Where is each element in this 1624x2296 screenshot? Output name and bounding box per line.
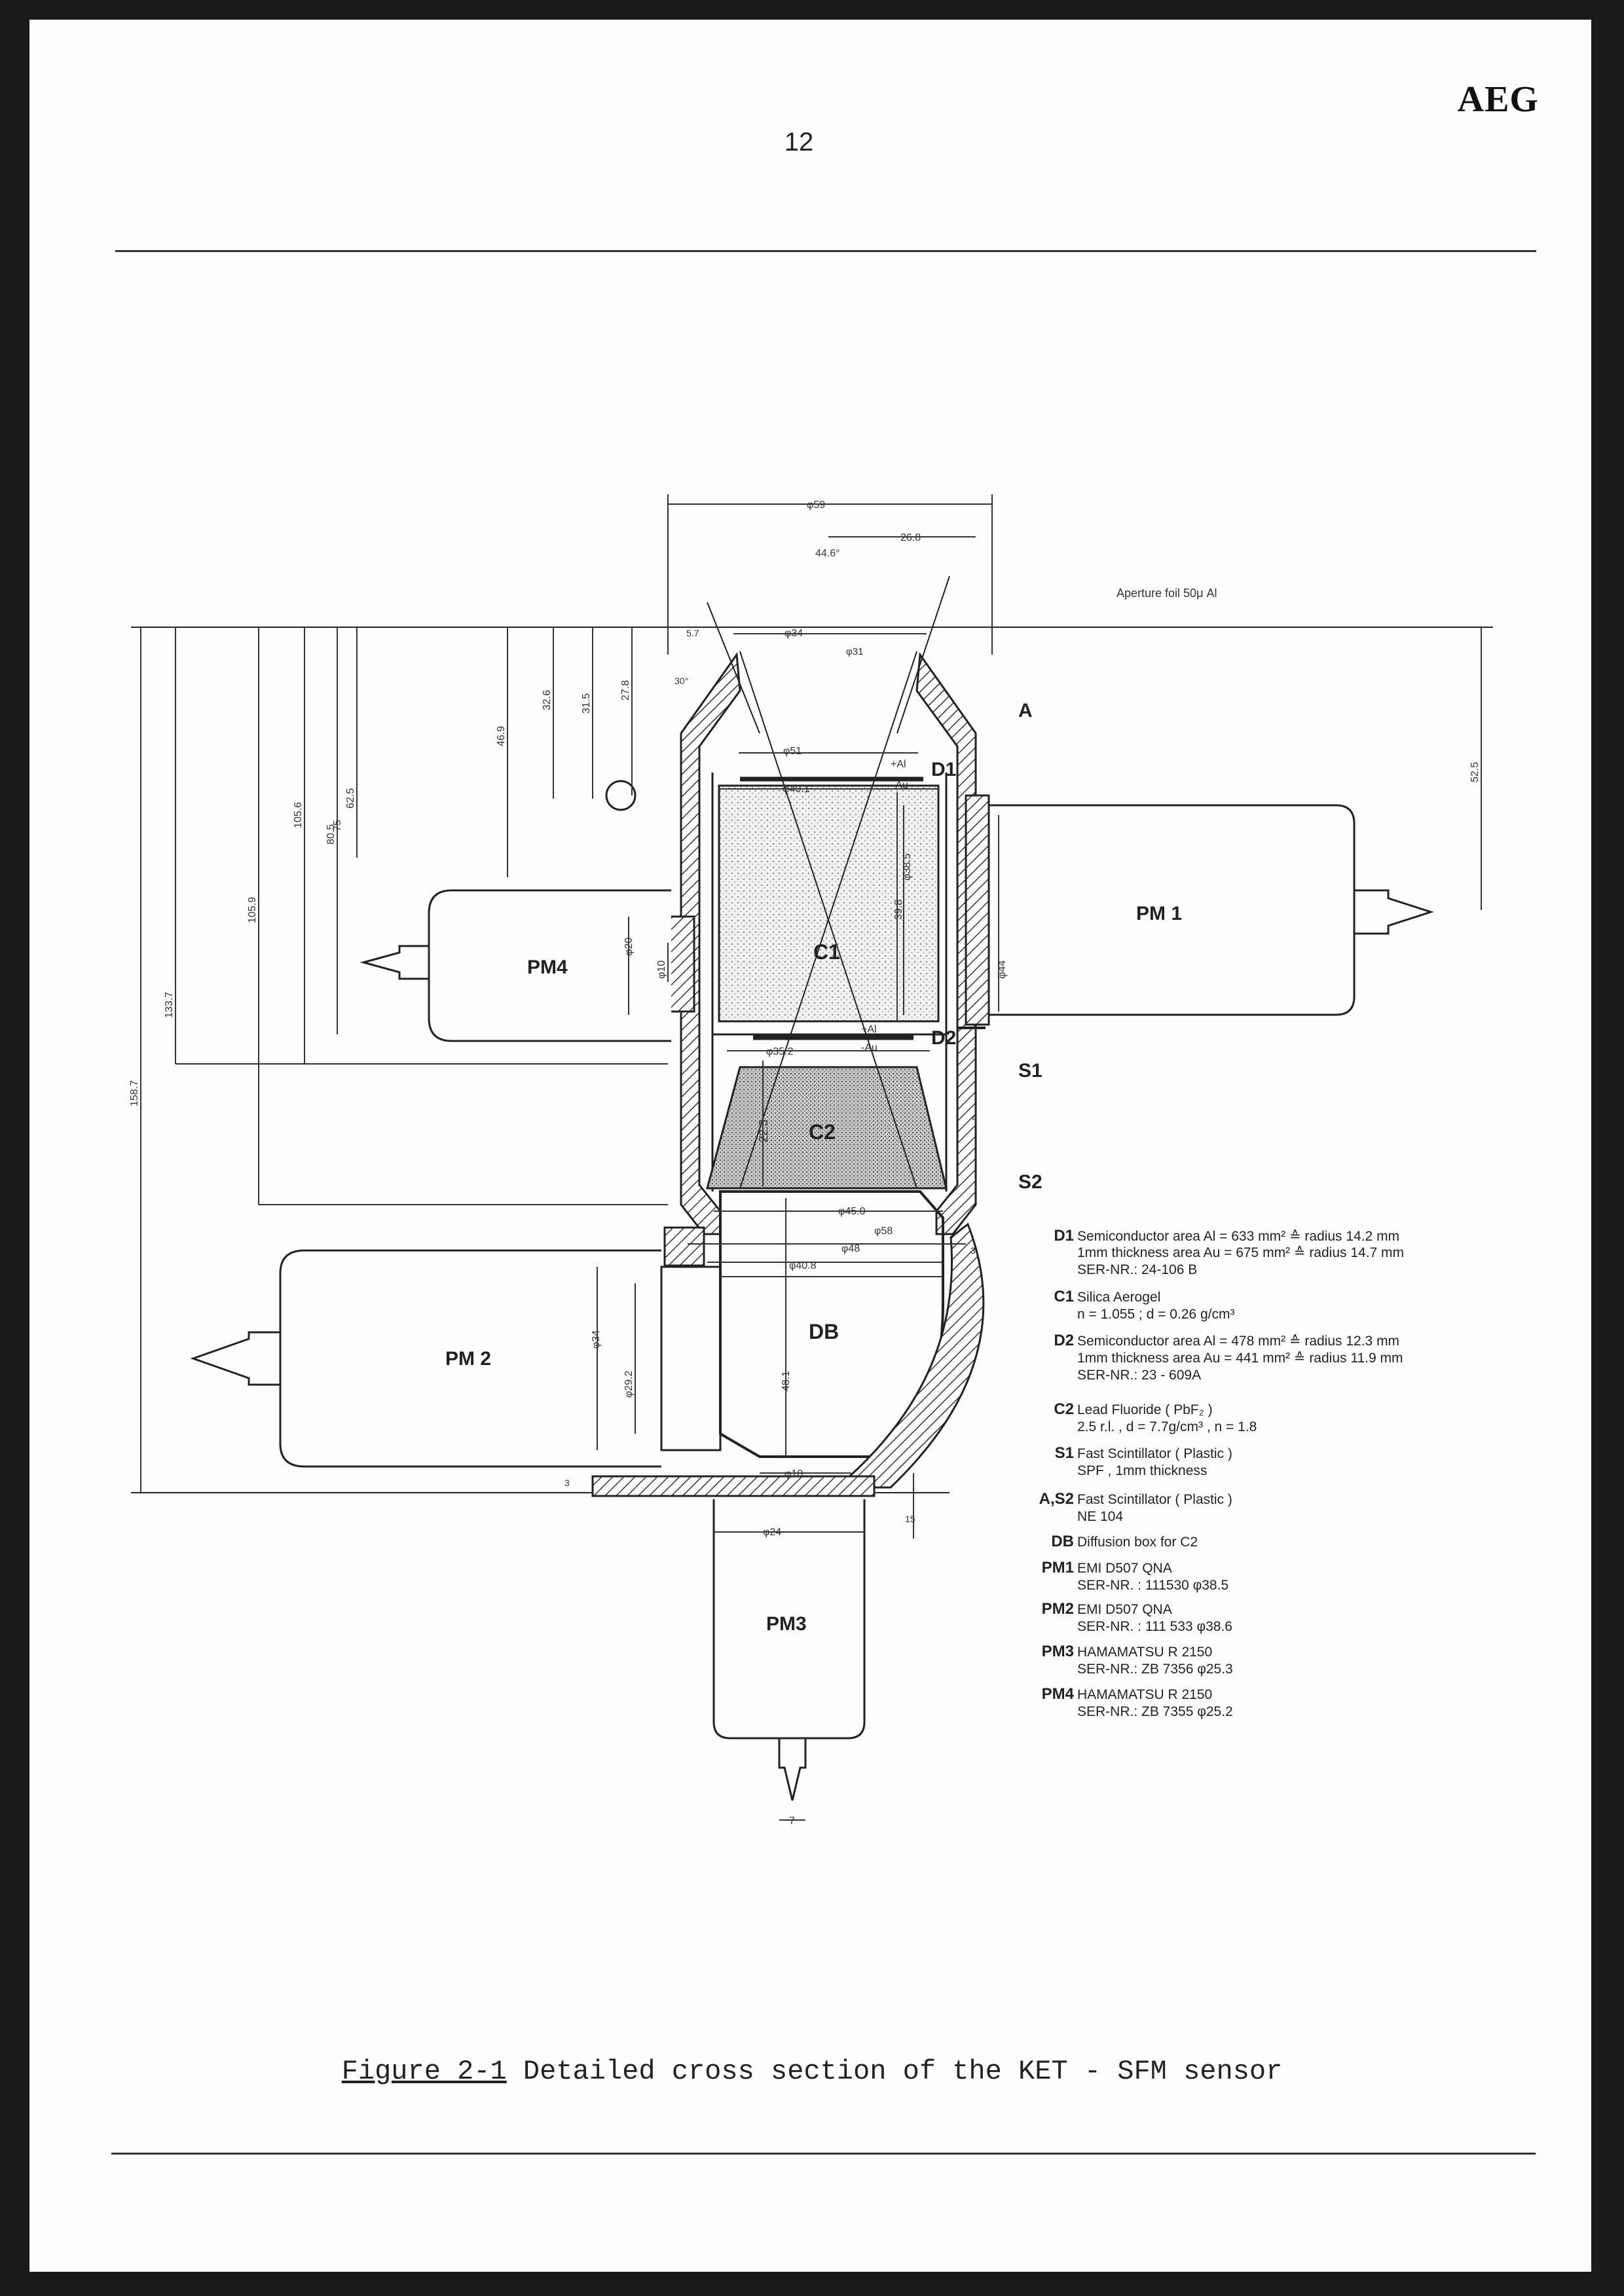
dim-3-left: 3	[564, 1478, 570, 1488]
legend-line: SER-NR. : 111530 φ38.5	[1077, 1578, 1229, 1593]
label-c2: C2	[809, 1120, 836, 1144]
legend-line: EMI D507 QNA	[1077, 1561, 1172, 1576]
label-c1: C1	[813, 940, 840, 964]
legend-line: Lead Fluoride ( PbF₂ )	[1077, 1402, 1213, 1417]
legend-line: 1mm thickness area Au = 441 mm² ≙ radius 11.9 mm	[1077, 1351, 1403, 1366]
legend-line: NE 104	[1077, 1509, 1124, 1524]
footer-rule	[111, 2153, 1536, 2155]
aperture-note: Aperture foil 50μ Al	[1116, 587, 1217, 600]
legend-key-a-s2: A,S2	[1039, 1490, 1074, 1508]
dim-phi31: φ31	[846, 646, 864, 657]
dim-22-3: 22.3	[757, 1119, 770, 1142]
legend-line: SPF , 1mm thickness	[1077, 1463, 1208, 1478]
dim-31-5: 31.5	[581, 693, 592, 714]
legend-line: Fast Scintillator ( Plastic )	[1077, 1492, 1232, 1507]
dim-5-7: 5.7	[686, 628, 699, 638]
a-detector-marker	[606, 781, 635, 810]
dim-phi10-bottom: φ10	[784, 1468, 803, 1480]
legend-line: 1mm thickness area Au = 675 mm² ≙ radius 14.7 mm	[1077, 1245, 1405, 1260]
dim-7: 7	[789, 1815, 795, 1827]
dim-phi59: φ59	[807, 500, 826, 511]
legend-key-pm3: PM3	[1041, 1643, 1074, 1660]
dim-phi45-0: φ45.0	[838, 1206, 866, 1217]
legend-key-d1: D1	[1054, 1227, 1074, 1245]
dim-phi34-pm2: φ34	[591, 1330, 602, 1349]
legend-key-d2: D2	[1054, 1332, 1074, 1349]
legend-line: Semiconductor area Al = 633 mm² ≙ radius 14.2 mm	[1077, 1229, 1400, 1244]
legend-line: n = 1.055 ; d = 0.26 g/cm³	[1077, 1307, 1235, 1322]
dim-3-right: 3	[970, 1245, 976, 1256]
db-outer-shell	[837, 1224, 984, 1487]
legend-key-pm2: PM2	[1041, 1600, 1074, 1618]
label-s1: S1	[1018, 1060, 1043, 1082]
legend-line: HAMAMATSU R 2150	[1077, 1645, 1213, 1660]
dim-32-6: 32.6	[542, 689, 553, 710]
dim-75: 75	[332, 820, 343, 831]
dim-phi20: φ20	[623, 937, 635, 956]
dim-46-9: 46.9	[496, 725, 507, 746]
legend-key-c1: C1	[1054, 1288, 1074, 1305]
legend-line: Fast Scintillator ( Plastic )	[1077, 1446, 1232, 1461]
left-flange	[665, 1228, 704, 1266]
label-pm2: PM 2	[445, 1348, 492, 1370]
label-pm3: PM3	[766, 1613, 807, 1635]
label-s2: S2	[1018, 1171, 1043, 1193]
dim-27-8: 27.8	[620, 680, 631, 701]
label-d1-al: +Al	[891, 759, 906, 770]
label-d2-au: -Au	[861, 1042, 877, 1053]
legend-key-db: DB	[1051, 1533, 1074, 1550]
legend-line: SER-NR.: ZB 7356 φ25.3	[1077, 1662, 1233, 1677]
label-db: DB	[809, 1320, 840, 1343]
legend	[1039, 1227, 1404, 1719]
legend-line: Silica Aerogel	[1077, 1290, 1161, 1305]
pm3-photomultiplier	[714, 1499, 864, 1800]
legend-line: SER-NR.: 23 - 609A	[1077, 1368, 1202, 1383]
dim-phi44: φ44	[997, 960, 1008, 979]
dim-26-8: 26.8	[900, 532, 921, 543]
dim-158-7: 158.7	[129, 1080, 140, 1106]
dim-80-5: 80.5	[325, 824, 337, 845]
legend-key-pm1: PM1	[1041, 1559, 1074, 1576]
c1-aerogel-block	[719, 786, 938, 1021]
dim-62-5: 62.5	[345, 788, 356, 809]
legend-line: SER-NR. : 111 533 φ38.6	[1077, 1619, 1232, 1634]
label-a: A	[1018, 700, 1033, 721]
figure-caption	[0, 2056, 1624, 2087]
dim-phi10: φ10	[656, 960, 667, 979]
legend-key-s1: S1	[1054, 1444, 1074, 1462]
dim-39-8: 39.8	[893, 899, 904, 920]
figure-label: Figure 2-1	[341, 2056, 507, 2087]
label-d2: D2	[931, 1027, 957, 1049]
dim-105-9: 105.9	[247, 896, 258, 923]
company-logo: AEG	[1457, 79, 1539, 120]
page-number: 12	[784, 128, 814, 156]
dim-48-1: 48.1	[781, 1370, 792, 1391]
dim-angle-44-6: 44.6°	[815, 548, 840, 559]
dim-phi48: φ48	[841, 1243, 860, 1254]
legend-line: SER-NR.: 24-106 B	[1077, 1262, 1198, 1277]
legend-key-c2: C2	[1054, 1400, 1074, 1418]
legend-key-pm4: PM4	[1041, 1685, 1074, 1703]
label-d1-au: -Au	[892, 780, 908, 791]
dim-phi40-1: φ40.1	[783, 784, 810, 795]
dim-phi35-2: φ35.2	[766, 1046, 794, 1057]
dim-phi58: φ58	[874, 1226, 893, 1237]
dim-phi29-2: φ29.2	[623, 1370, 635, 1398]
label-d2-al: +Al	[861, 1024, 877, 1035]
figure-title: Detailed cross section of the KET - SFM sensor	[506, 2056, 1283, 2087]
dim-133-7: 133.7	[164, 991, 175, 1018]
dim-phi34-top: φ34	[784, 628, 803, 639]
legend-line: SER-NR.: ZB 7355 φ25.2	[1077, 1704, 1233, 1719]
dim-4: 4	[972, 1112, 977, 1123]
legend-line: EMI D507 QNA	[1077, 1602, 1172, 1617]
label-pm4: PM4	[527, 957, 568, 978]
dim-phi51: φ51	[783, 746, 802, 757]
label-pm1: PM 1	[1136, 903, 1183, 924]
legend-line: 2.5 r.l. , d = 7.7g/cm³ , n = 1.8	[1077, 1419, 1257, 1434]
bottom-flange	[593, 1476, 874, 1496]
legend-line: HAMAMATSU R 2150	[1077, 1687, 1213, 1702]
dim-phi40-8: φ40.8	[789, 1260, 817, 1271]
dim-phi24: φ24	[763, 1527, 782, 1538]
dim-52-5: 52.5	[1469, 761, 1481, 782]
legend-line: Semiconductor area Al = 478 mm² ≙ radius 12.3 mm	[1077, 1334, 1400, 1349]
dim-phi38-5: φ38.5	[902, 853, 913, 881]
dim-105-6: 105.6	[293, 801, 304, 828]
dim-30-deg: 30°	[674, 676, 689, 686]
legend-line: Diffusion box for C2	[1077, 1535, 1198, 1550]
dim-15: 15	[905, 1514, 915, 1524]
pm1-photomultiplier	[966, 795, 1431, 1025]
label-d1: D1	[931, 759, 957, 780]
